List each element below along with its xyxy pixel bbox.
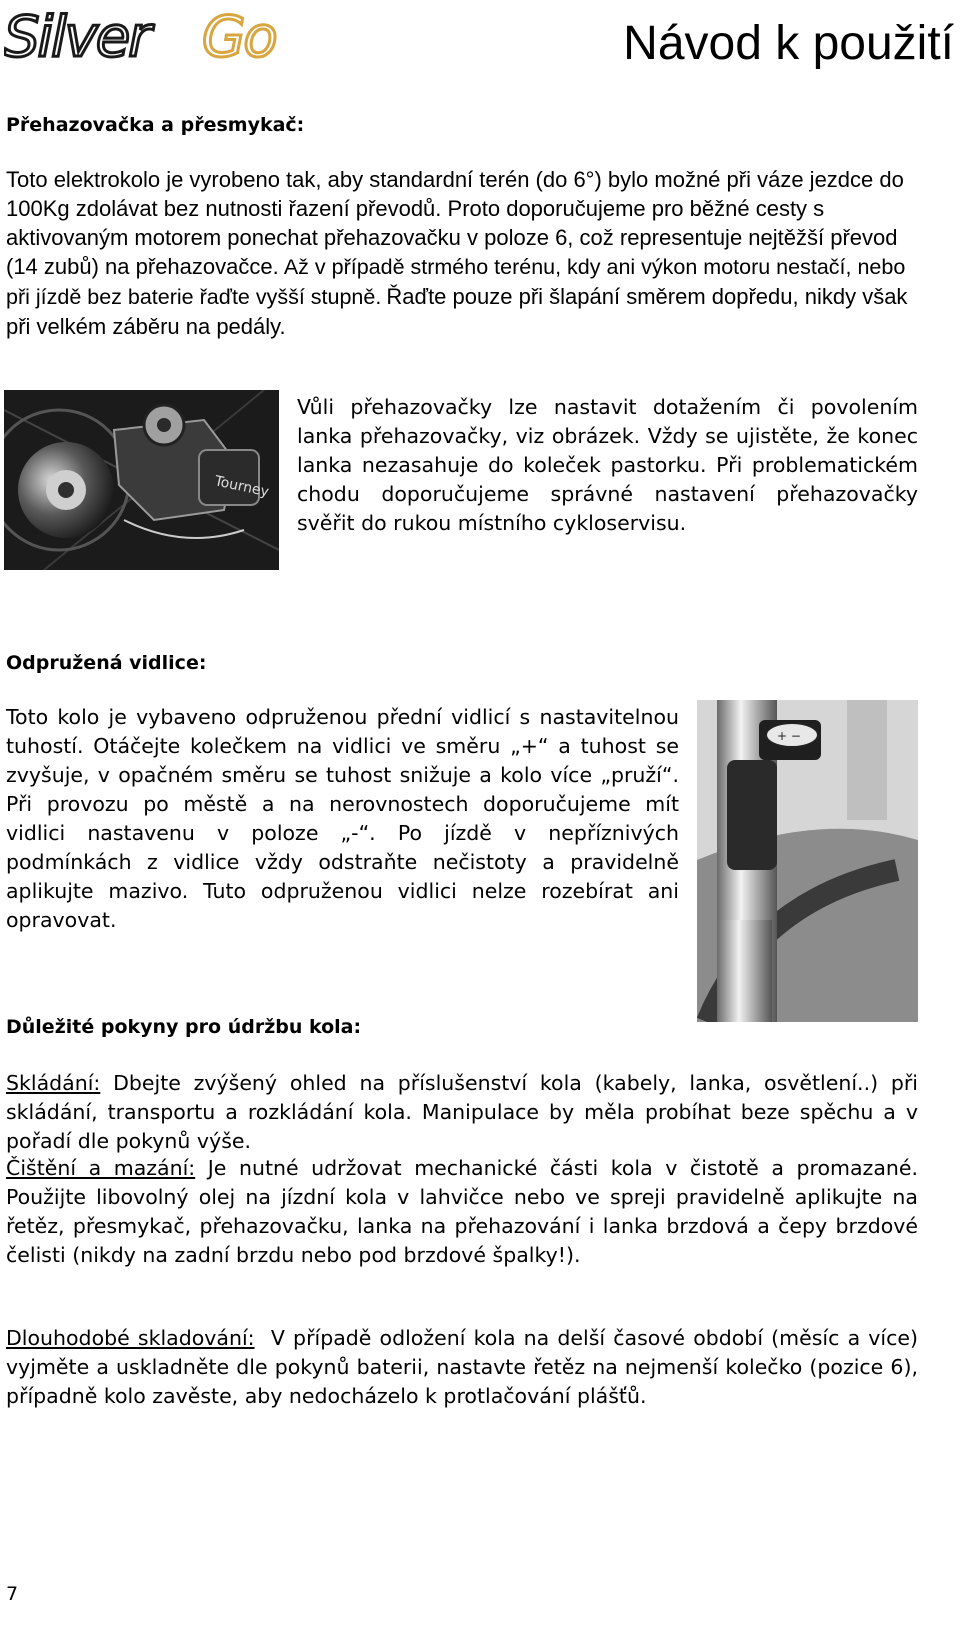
- suspension-fork-photo: [697, 700, 918, 1022]
- logo-text-silver: Silver: [4, 8, 150, 66]
- maintenance-folding-paragraph: [6, 1069, 918, 1156]
- document-title: Návod k použití: [623, 17, 954, 70]
- section-heading-derailleur: Přehazovačka a přesmykač:: [6, 114, 305, 136]
- derailleur-text-3-body: Řaďte pouze při šlapání směrem dopředu, nikdy však při velkém záběru na pedály.: [6, 284, 908, 339]
- derailleur-brand-label: Tourney: [213, 473, 271, 501]
- derailleur-text-2-body: Až v případě strmého terénu, kdy ani výkon motoru nestačí, nebo při jízdě bez baterie řaďte vyšší stupně.: [6, 255, 906, 309]
- derailleur-photo: [4, 390, 279, 570]
- fork-text: Toto kolo je vybaveno odpruženou přední vidlicí s nastavitelnou tuhostí. Otáčejte kolečkem na vidlici ve směru „+“ a tuhost se zvyšuje, v opačném směru se tuhost snižuje a kolo více „pruží“. Při provozu po městě a na nerovnostech doporučujeme mít vidlici nastavenu v poloze „-“. Po jízdě v nepříznivých podmínkách z vidlice vždy odstraňte nečistoty a pravidelně aplikujte mazivo. Tuto odpruženou vidlici nelze rozebírat ani opravovat.: [6, 705, 679, 932]
- storage-label: Dlouhodobé skladování:: [6, 1326, 255, 1350]
- logo-text-go: Go: [202, 8, 276, 66]
- silvergo-logo: [4, 8, 324, 66]
- derailleur-text-1: Toto elektrokolo je vyrobeno tak, aby standardní terén (do 6°) bylo možné při váze jezdce do 100Kg zdolávat bez nutnosti řazení převodů. Proto doporučujeme pro běžné cesty s aktivovaným motorem ponechat přehazovačku v poloze 6, což representuje nejtěžší převod (14 zubů) na přehazovačce.: [6, 167, 904, 279]
- cleaning-label: Čištění a mazání:: [6, 1156, 196, 1180]
- maintenance-storage-paragraph: [6, 1324, 925, 1411]
- section-heading-maintenance: Důležité pokyny pro údržbu kola:: [6, 1016, 362, 1038]
- section-heading-fork: Odpružená vidlice:: [6, 652, 207, 674]
- folding-text: Dbejte zvýšený ohled na příslušenství kola (kabely, lanka, osvětlení..) při skládání, transportu a rozkládání kola. Manipulace by měla probíhat beze spěchu a v pořadí dle pokynů výše.: [6, 1071, 918, 1153]
- folding-label: Skládání:: [6, 1071, 101, 1095]
- derailleur-adjust-text: Vůli přehazovačky lze nastavit dotažením či povolením lanka přehazovačky, viz obrázek. Vždy se ujistěte, že konec lanka nezasahuje do koleček pastorku. Při problematickém chodu doporučujeme správné nastavení přehazovačky svěřit do rukou místního cykloservisu.: [297, 395, 918, 535]
- page-number: 7: [6, 1583, 19, 1605]
- maintenance-cleaning-paragraph: [6, 1154, 918, 1270]
- derailleur-paragraph: [6, 165, 918, 341]
- svg-text:+ −: + −: [777, 729, 801, 743]
- cleaning-text: Je nutné udržovat mechanické části kola v čistotě a promazané. Použijte libovolný olej na jízdní kola v lahvičce nebo ve spreji pravidelně aplikujte na řetěz, přesmykač, přehazovačku, lanka na přehazování i lanka brzdová a čepy brzdové čelisti (nikdy na zadní brzdu nebo pod brzdové špalky!).: [6, 1156, 919, 1267]
- storage-text: V případě odložení kola na delší časové období (měsíc a více) vyjměte a uskladněte dle pokynů baterii, nastavte řetěz na nejmenší kolečko (pozice 6), případně kolo zavěste, aby nedocházelo k protlačování plášťů.: [6, 1326, 925, 1408]
